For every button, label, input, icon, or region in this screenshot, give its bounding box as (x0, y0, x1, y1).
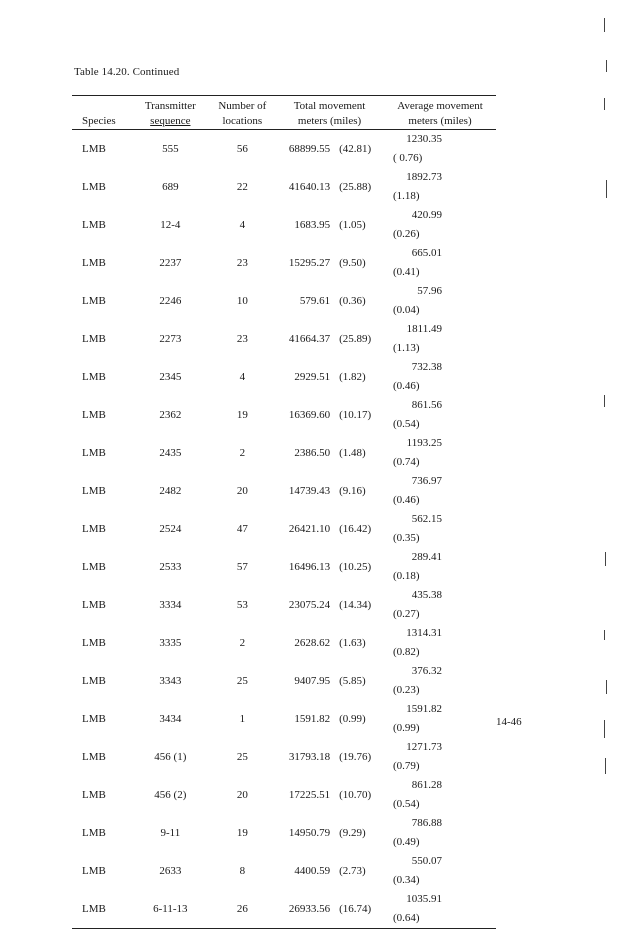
cell-total-movement (275, 282, 384, 320)
cell-number-of-locations: 25 (236, 674, 248, 687)
cell-average-movement (384, 282, 496, 320)
total-meters: 14950.79 (288, 826, 331, 839)
cell-average-movement (384, 244, 496, 282)
cell-transmitter-sequence: 555 (162, 142, 179, 155)
total-meters: 41640.13 (288, 180, 331, 193)
cell-number-of-locations: 19 (236, 408, 248, 421)
total-meters: 15295.27 (288, 256, 331, 269)
total-meters: 41664.37 (288, 332, 331, 345)
average-meters: 1314.31 (406, 627, 443, 639)
cell-transmitter-sequence: 456 (2) (154, 788, 187, 801)
cell-transmitter-sequence: 2273 (159, 332, 182, 345)
cell-total-movement (275, 396, 384, 434)
header-transmitter-line1: Transmitter (144, 100, 196, 112)
header-total-line1: Total movement (293, 100, 366, 112)
scan-speck (604, 395, 605, 407)
cell-average-movement (384, 700, 496, 738)
table-row (72, 434, 496, 472)
cell-total-movement (275, 814, 384, 852)
cell-transmitter-sequence: 2482 (159, 484, 182, 497)
average-miles: (0.46) (393, 494, 420, 506)
table-row (72, 890, 496, 929)
table-row (72, 700, 496, 738)
average-meters: 376.32 (411, 665, 443, 677)
cell-number-of-locations: 22 (236, 180, 248, 193)
movement-table (72, 95, 496, 929)
average-miles: (0.54) (393, 418, 420, 430)
average-miles: (1.18) (393, 190, 420, 202)
cell-total-movement (275, 434, 384, 472)
cell-transmitter-sequence: 12-4 (160, 218, 181, 231)
cell-transmitter-sequence: 2345 (159, 370, 182, 383)
cell-species: LMB (82, 256, 106, 269)
header-locations-line1: Number of (218, 100, 267, 112)
average-meters: 786.88 (411, 817, 443, 829)
average-meters: 1591.82 (406, 703, 443, 715)
cell-average-movement (384, 130, 496, 169)
cell-number-of-locations: 26 (210, 890, 276, 929)
total-meters: 9407.95 (294, 674, 331, 687)
cell-transmitter-sequence: 689 (162, 180, 179, 193)
cell-number-of-locations: 20 (236, 788, 248, 801)
cell-species: LMB (82, 370, 106, 383)
total-miles: (1.63) (339, 636, 366, 649)
cell-number-of-locations: 2 (239, 636, 246, 649)
average-miles: (0.34) (393, 874, 420, 886)
scan-speck (604, 630, 605, 640)
average-miles: (0.23) (393, 684, 420, 696)
table-row (72, 206, 496, 244)
total-meters: 16496.13 (288, 560, 331, 573)
cell-transmitter-sequence: 2237 (159, 256, 182, 269)
table-caption: Table 14.20. Continued (74, 66, 180, 78)
table-row (72, 814, 496, 852)
total-meters: 23075.24 (288, 598, 331, 611)
cell-average-movement (384, 510, 496, 548)
total-miles: (0.36) (339, 294, 366, 307)
cell-average-movement (384, 662, 496, 700)
cell-species: LMB (82, 712, 106, 725)
total-meters: 14739.43 (288, 484, 331, 497)
header-species: Species (72, 96, 131, 130)
average-meters: 861.56 (411, 399, 443, 411)
total-miles: (19.76) (339, 750, 372, 763)
cell-total-movement (275, 320, 384, 358)
total-miles: (42.81) (339, 142, 372, 155)
table-row (72, 662, 496, 700)
scan-speck (606, 680, 607, 694)
total-miles: (9.16) (339, 484, 366, 497)
header-transmitter-line2: sequence (150, 115, 191, 127)
cell-transmitter-sequence: 2435 (159, 446, 182, 459)
cell-transmitter-sequence: 2362 (159, 408, 182, 421)
total-meters: 4400.59 (294, 864, 331, 877)
cell-average-movement (384, 396, 496, 434)
average-meters: 1193.25 (406, 437, 443, 449)
average-meters: 1892.73 (406, 171, 443, 183)
cell-species: LMB (82, 180, 106, 193)
total-meters: 2386.50 (294, 446, 331, 459)
total-meters: 16369.60 (288, 408, 331, 421)
total-meters: 1591.82 (294, 712, 331, 725)
cell-species: LMB (72, 890, 131, 929)
average-miles: (0.54) (393, 798, 420, 810)
cell-total-movement (275, 776, 384, 814)
scan-speck (605, 552, 606, 566)
cell-number-of-locations: 25 (236, 750, 248, 763)
average-meters: 1811.49 (406, 323, 443, 335)
cell-species: LMB (82, 674, 106, 687)
total-miles: (9.50) (339, 256, 366, 269)
total-miles: (25.89) (339, 332, 372, 345)
cell-number-of-locations: 8 (239, 864, 246, 877)
average-meters: 435.38 (411, 589, 443, 601)
cell-species: LMB (82, 294, 106, 307)
cell-total-movement (275, 358, 384, 396)
cell-transmitter-sequence: 456 (1) (154, 750, 187, 763)
average-meters: 861.28 (411, 779, 443, 791)
cell-average-movement (384, 206, 496, 244)
cell-transmitter-sequence: 3335 (159, 636, 182, 649)
cell-number-of-locations: 23 (236, 256, 248, 269)
average-miles: (0.46) (393, 380, 420, 392)
cell-species: LMB (82, 826, 106, 839)
table-row (72, 852, 496, 890)
scan-speck (604, 720, 605, 738)
cell-number-of-locations: 23 (236, 332, 248, 345)
table-row (72, 624, 496, 662)
average-meters: 550.07 (411, 855, 443, 867)
table-row (72, 282, 496, 320)
average-miles: (0.27) (393, 608, 420, 620)
cell-transmitter-sequence: 2246 (159, 294, 182, 307)
cell-average-movement (384, 434, 496, 472)
total-meters: 579.61 (299, 294, 331, 307)
cell-average-movement (384, 852, 496, 890)
cell-average-movement (384, 320, 496, 358)
total-miles: (10.70) (339, 788, 372, 801)
cell-number-of-locations: 1 (239, 712, 246, 725)
cell-number-of-locations: 56 (236, 142, 248, 155)
total-miles: (10.17) (339, 408, 372, 421)
cell-average-movement (384, 738, 496, 776)
total-miles: (9.29) (339, 826, 366, 839)
cell-species: LMB (82, 864, 106, 877)
cell-total-movement (275, 472, 384, 510)
cell-average-movement (384, 776, 496, 814)
cell-transmitter-sequence: 3334 (159, 598, 182, 611)
average-meters: 1035.91 (406, 893, 443, 905)
table-row (72, 130, 496, 169)
cell-species: LMB (82, 484, 106, 497)
scan-speck (604, 18, 605, 32)
table-body (72, 130, 496, 929)
average-miles: (0.74) (393, 456, 420, 468)
table-row (72, 396, 496, 434)
average-meters: 562.15 (411, 513, 443, 525)
cell-number-of-locations: 2 (239, 446, 246, 459)
average-meters: 57.96 (417, 285, 443, 297)
average-miles: (0.04) (393, 304, 420, 316)
average-meters: 1230.35 (406, 133, 443, 145)
total-miles: (2.73) (339, 864, 366, 877)
cell-species: LMB (82, 636, 106, 649)
header-locations (210, 96, 276, 130)
cell-transmitter-sequence: 6-11-13 (131, 890, 209, 929)
cell-number-of-locations: 53 (236, 598, 248, 611)
cell-number-of-locations: 4 (239, 370, 246, 383)
average-meters: 732.38 (411, 361, 443, 373)
cell-total-movement (275, 548, 384, 586)
table-row (72, 168, 496, 206)
average-miles: (0.82) (393, 646, 420, 658)
total-miles: (16.74) (339, 902, 372, 915)
table-header (72, 96, 496, 130)
cell-total-movement (275, 586, 384, 624)
cell-total-movement (275, 890, 384, 929)
cell-total-movement (275, 662, 384, 700)
cell-average-movement (384, 472, 496, 510)
average-miles: (0.99) (393, 722, 420, 734)
header-total-movement (275, 96, 384, 130)
average-meters: 420.99 (411, 209, 443, 221)
scan-speck (606, 180, 607, 198)
cell-number-of-locations: 19 (236, 826, 248, 839)
table-row (72, 510, 496, 548)
table-row (72, 472, 496, 510)
cell-number-of-locations: 4 (239, 218, 246, 231)
cell-total-movement (275, 168, 384, 206)
average-meters: 1271.73 (406, 741, 443, 753)
cell-species: LMB (82, 750, 106, 763)
total-miles: (14.34) (339, 598, 372, 611)
header-average-movement (384, 96, 496, 130)
average-miles: ( 0.76) (393, 152, 423, 164)
cell-average-movement (384, 586, 496, 624)
page-number: 14-46 (496, 716, 522, 728)
cell-transmitter-sequence: 3343 (159, 674, 182, 687)
total-meters: 1683.95 (294, 218, 331, 231)
cell-species: LMB (82, 598, 106, 611)
cell-species: LMB (82, 332, 106, 345)
cell-total-movement (275, 510, 384, 548)
total-meters: 26421.10 (288, 522, 331, 535)
cell-average-movement (384, 548, 496, 586)
cell-transmitter-sequence: 2533 (159, 560, 182, 573)
average-miles: (0.18) (393, 570, 420, 582)
header-transmitter (131, 96, 209, 130)
average-meters: 736.97 (411, 475, 443, 487)
total-meters: 68899.55 (288, 142, 331, 155)
cell-total-movement (275, 700, 384, 738)
cell-transmitter-sequence: 3434 (159, 712, 182, 725)
total-meters: 31793.18 (288, 750, 331, 763)
cell-transmitter-sequence: 2524 (159, 522, 182, 535)
table-row (72, 548, 496, 586)
cell-number-of-locations: 47 (236, 522, 248, 535)
average-miles: (1.13) (393, 342, 420, 354)
header-average-line1: Average movement (397, 100, 483, 112)
scan-speck (605, 758, 606, 774)
cell-species: LMB (82, 522, 106, 535)
table-row (72, 358, 496, 396)
cell-total-movement (275, 244, 384, 282)
cell-number-of-locations: 57 (236, 560, 248, 573)
total-meters: 2929.51 (294, 370, 331, 383)
scan-speck (604, 98, 605, 110)
cell-average-movement (384, 814, 496, 852)
cell-average-movement (384, 624, 496, 662)
cell-species: LMB (82, 142, 106, 155)
cell-species: LMB (82, 446, 106, 459)
cell-average-movement (384, 358, 496, 396)
total-miles: (16.42) (339, 522, 372, 535)
total-miles: (1.05) (339, 218, 366, 231)
cell-total-movement (275, 206, 384, 244)
cell-total-movement (275, 624, 384, 662)
cell-total-movement (275, 852, 384, 890)
total-miles: (5.85) (339, 674, 366, 687)
cell-number-of-locations: 10 (236, 294, 248, 307)
total-meters: 17225.51 (288, 788, 331, 801)
header-locations-line2: locations (222, 115, 263, 127)
table-row (72, 320, 496, 358)
cell-species: LMB (82, 788, 106, 801)
total-meters: 26933.56 (288, 902, 331, 915)
cell-number-of-locations: 20 (236, 484, 248, 497)
total-miles: (0.99) (339, 712, 366, 725)
cell-transmitter-sequence: 2633 (159, 864, 182, 877)
cell-species: LMB (82, 560, 106, 573)
total-miles: (25.88) (339, 180, 372, 193)
cell-average-movement (384, 168, 496, 206)
scan-speck (606, 60, 607, 72)
cell-species: LMB (82, 218, 106, 231)
cell-species: LMB (82, 408, 106, 421)
total-miles: (1.82) (339, 370, 366, 383)
cell-transmitter-sequence: 9-11 (160, 826, 181, 839)
cell-average-movement (384, 890, 496, 929)
cell-total-movement (275, 738, 384, 776)
average-miles: (0.64) (393, 912, 420, 924)
table-row (72, 776, 496, 814)
header-total-line2: meters (miles) (297, 115, 362, 127)
total-miles: (10.25) (339, 560, 372, 573)
cell-total-movement (275, 130, 384, 169)
table-row (72, 586, 496, 624)
table-row (72, 244, 496, 282)
average-miles: (0.79) (393, 760, 420, 772)
average-miles: (0.26) (393, 228, 420, 240)
table-row (72, 738, 496, 776)
average-miles: (0.41) (393, 266, 420, 278)
header-average-line2: meters (miles) (408, 115, 472, 127)
average-miles: (0.49) (393, 836, 420, 848)
average-meters: 289.41 (411, 551, 443, 563)
average-meters: 665.01 (411, 247, 443, 259)
total-meters: 2628.62 (294, 636, 331, 649)
average-miles: (0.35) (393, 532, 420, 544)
total-miles: (1.48) (339, 446, 366, 459)
